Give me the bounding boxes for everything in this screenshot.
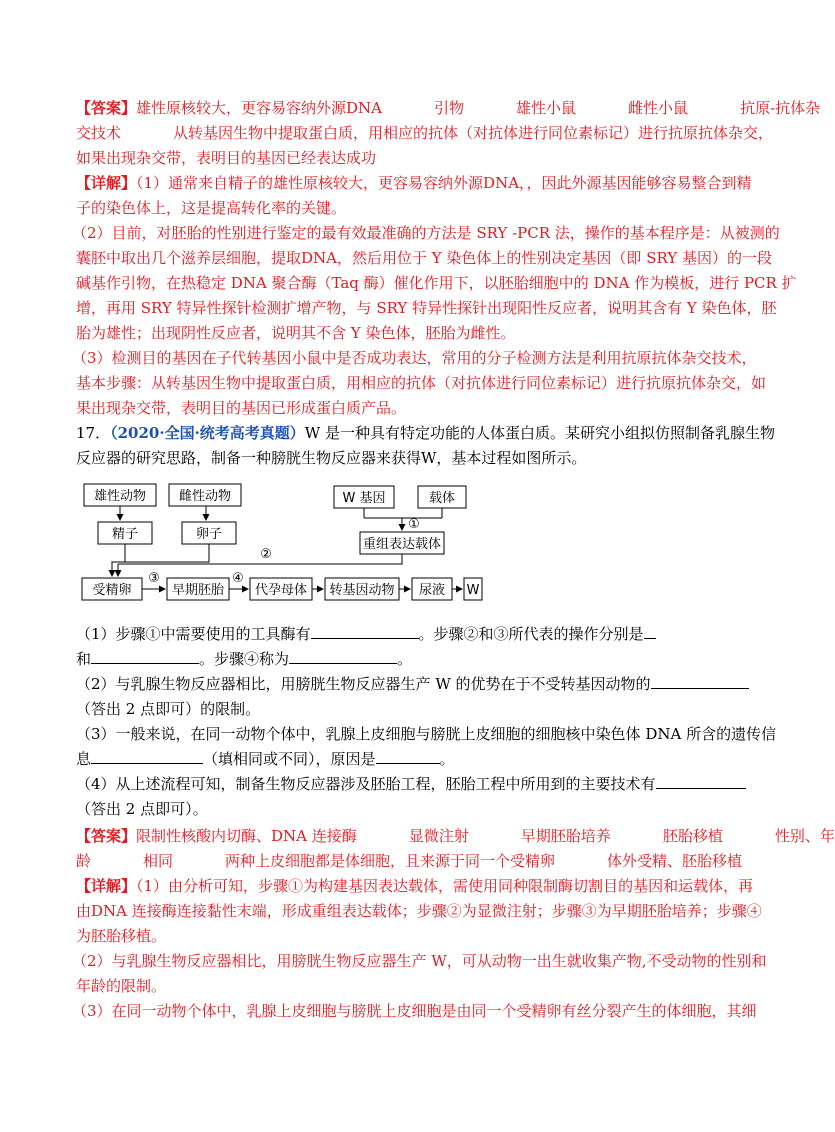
label-wgene: W 基因 — [342, 491, 386, 506]
answer-blank[interactable] — [91, 649, 199, 664]
detail-16-p2d: 增，再用 SRY 特异性探针检测扩增产物，与 SRY 特异性探针出现阳性反应者，说明其含有 Y 染色体，胚 — [76, 299, 777, 317]
answer-blank[interactable] — [311, 624, 419, 639]
question-4-line-2: （答出 2 点即可）。 — [76, 800, 208, 818]
step-3-marker: ③ — [148, 571, 160, 586]
question-1-line-1: （1）步骤①中需要使用的工具酶有 。步骤②和③所代表的操作分别是 — [76, 623, 726, 646]
answer-16-line-3: 如果出现杂交带，表明目的基因已经表达成功 — [76, 149, 377, 167]
step-1-marker: ① — [408, 517, 420, 532]
question-4-line-1: （4）从上述流程可知，制备生物反应器涉及胚胎工程，胚胎工程中所用到的主要技术有 — [76, 773, 726, 796]
answer-17-line-2: 龄 相同 两种上皮细胞都是体细胞，且来源于同一个受精卵 体外受精、胚胎移植 — [76, 852, 743, 870]
question-1-line-2: 和 。步骤④称为 。 — [76, 650, 413, 668]
detail-tag: 【详解】 — [76, 174, 137, 192]
detail-17-p2b: 年龄的限制。 — [76, 977, 167, 995]
step-2-marker: ② — [260, 547, 272, 562]
question-2-line-1: （2）与乳腺生物反应器相比，用膀胱生物反应器生产 W 的优势在于不受转基因动物的 — [76, 673, 726, 696]
detail-17-p3a: （3）在同一动物个体中，乳腺上皮细胞与膀胱上皮细胞是由同一个受精卵有丝分裂产生的体细胞，其细 — [72, 1002, 757, 1020]
detail-16-p2b: 囊胚中取出几个滋养层细胞，提取DNA，然后用位于 Y 染色体上的性别决定基因（即 SRY 基因）的一段 — [76, 249, 772, 267]
answer-blank[interactable] — [644, 624, 656, 639]
question-3-line-1: （3）一般来说，在同一动物个体中，乳腺上皮细胞与膀胱上皮细胞的细胞核中染色体 DNA 所含的遗传信 — [76, 725, 777, 743]
answer-blank[interactable] — [656, 774, 746, 789]
label-transgenic: 转基因动物 — [329, 583, 395, 598]
answer-blank[interactable] — [289, 649, 397, 664]
label-egg: 卵子 — [195, 527, 223, 542]
label-w: W — [466, 583, 480, 598]
answer-16-line-1: 【答案】雄性原核较大，更容易容纳外源DNA 引物 雄性小鼠 雌性小鼠 抗原-抗体杂 — [76, 99, 821, 117]
answer-tag: 【答案】 — [76, 99, 137, 117]
detail-16-p2c: 碱基作引物，在热稳定 DNA 聚合酶（Taq 酶）催化作用下，以胚胎细胞中的 DNA 作为模板，进行 PCR 扩 — [76, 274, 797, 292]
detail-16-p3a: （3）检测目的基因在子代转基因小鼠中是否成功表达，常用的分子检测方法是利用抗原抗体杂交技术， — [72, 349, 757, 367]
question-2-line-2: （答出 2 点即可）的限制。 — [76, 700, 261, 718]
step-4-marker: ④ — [232, 571, 244, 586]
answer-blank[interactable] — [376, 749, 440, 764]
detail-17-p1c: 为胚胎移植。 — [76, 927, 167, 945]
answer-blank[interactable] — [651, 674, 749, 689]
label-zygote: 受精卵 — [92, 583, 132, 598]
flow-diagram — [70, 478, 500, 610]
label-female: 雌性动物 — [178, 489, 232, 504]
detail-17-p1a: 【详解】（1）由分析可知，步骤①为构建基因表达载体，需使用同种限制酶切割目的基因和运载体，再 — [76, 877, 754, 895]
question-3-line-2: 息 （填相同或不同），原因是 。 — [76, 750, 455, 768]
answer-blank[interactable] — [91, 749, 203, 764]
label-urine: 尿液 — [418, 583, 446, 598]
detail-16-p1b: 子的染色体上，这是提高转化率的关键。 — [76, 199, 347, 217]
question-17-stem-1: 17．（2020·全国·统考高考真题）W 是一种具有特定功能的人体蛋白质。某研究小组拟仿照制备乳腺生物 — [76, 424, 775, 442]
detail-16-p3b: 基本步骤：从转基因生物中提取蛋白质，用相应的抗体（对抗体进行同位素标记）进行抗原抗体杂交，如 — [76, 374, 767, 392]
detail-17-p2a: （2）与乳腺生物反应器相比，用膀胱生物反应器生产 W，可从动物一出生就收集产物,不受动物的性别和 — [72, 952, 767, 970]
detail-16-p3c: 果出现杂交带，表明目的基因已形成蛋白质产品。 — [76, 399, 407, 417]
answer-17-line-1: 【答案】限制性核酸内切酶、DNA 连接酶 显微注射 早期胚胎培养 胚胎移植 性别、年 — [76, 827, 835, 845]
label-recombinant: 重组表达载体 — [362, 537, 442, 552]
question-source: （2020·全国·统考高考真题） — [110, 424, 305, 442]
label-sperm: 精子 — [111, 527, 139, 542]
detail-16-p2e: 胎为雄性；出现阴性反应者，说明其不含 Y 染色体，胚胎为雌性。 — [76, 324, 516, 342]
detail-16-p2a: （2）目前，对胚胎的性别进行鉴定的最有效最准确的方法是 SRY -PCR 法，操作的基本程序是：从被测的 — [72, 224, 780, 242]
label-embryo: 早期胚胎 — [171, 583, 225, 598]
detail-tag: 【详解】 — [76, 877, 137, 895]
detail-17-p1b: 由DNA 连接酶连接黏性末端，形成重组表达载体；步骤②为显微注射；步骤③为早期胚胎培养；步骤④ — [76, 902, 762, 920]
label-surrogate: 代孕母体 — [254, 583, 308, 598]
label-male: 雄性动物 — [93, 489, 147, 504]
answer-16-line-2: 交技术 从转基因生物中提取蛋白质，用相应的抗体（对抗体进行同位素标记）进行抗原抗体杂交， — [76, 124, 774, 142]
question-17-stem-2: 反应器的研究思路，制备一种膀胱生物反应器来获得W，基本过程如图所示。 — [76, 449, 587, 467]
label-vector: 载体 — [428, 491, 456, 506]
detail-16-p1a: 【详解】（1）通常来自精子的雄性原核较大，更容易容纳外源DNA，，因此外源基因能够容易整合到精 — [76, 174, 752, 192]
answer-tag: 【答案】 — [76, 827, 137, 845]
